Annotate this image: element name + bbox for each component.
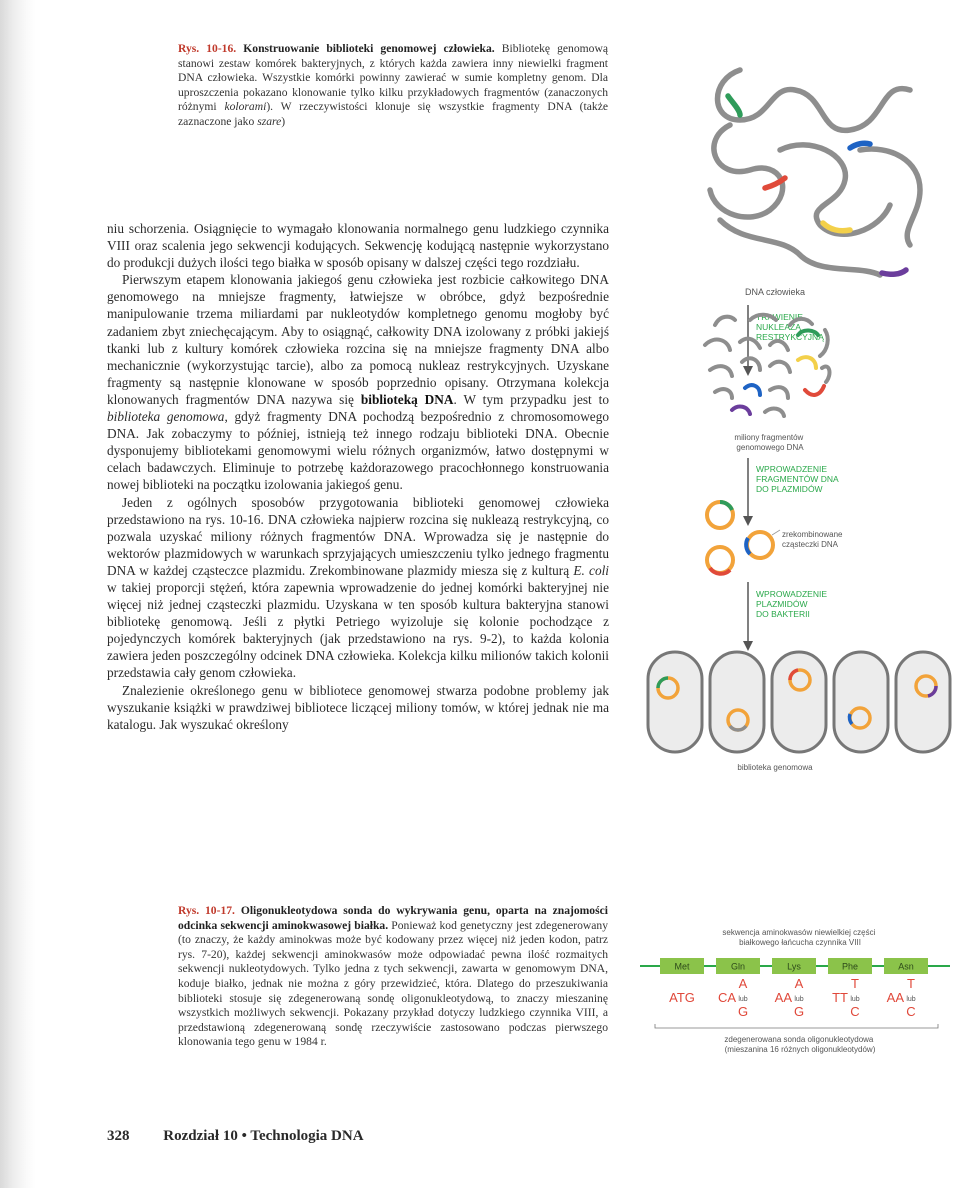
chapter-title: Technologia DNA (250, 1128, 364, 1144)
codon-alt-top: T (851, 976, 859, 991)
paragraph-text: w takiej proporcji stężeń, która zapewnia wprowadzenie do jednej komórki bakteryjnej nie więcej niż jednej cząsteczki plazmidu. Uzyskana w ten sposób kultura bakteryjna stanowi bibliotekę genomową. Jeśli z płytki Petriego wyizoluje się kolonie pochodzące z pojedynczych komórek bakteryjnych (jak przedstawiono na rys. 9-2), to każda kolonia zawiera jeden poszczególny odcinek DNA człowieka. Kolekcja kilku milionów takich kolonii przedstawia cały genom człowieka. (107, 579, 609, 681)
amino-acid-label: Met (674, 961, 690, 972)
step1-line: RESTRYKCYJNĄ (756, 332, 824, 342)
amino-acid-label: Lys (787, 961, 801, 972)
step2-line: WPROWADZENIE (756, 464, 827, 474)
step3-line: DO BAKTERII (756, 609, 810, 619)
caption-text: ). W rzeczywistości klonuje się wszystkie fragmenty DNA (także zaznaczone jako (178, 100, 608, 128)
caption-italic: kolorami (224, 100, 267, 114)
paragraph: niu schorzenia. Osiągnięcie to wymagało klonowania normalnego genu ludzkiego czynnika VIII oraz scalenia jego sekwencji kodujących. Sekwencję kodującą następnie wykorzystano do produkcji dużych ilości tego białka w sposób opisany w dalszej części tego rozdziału. (107, 221, 609, 271)
chapter-label: Rozdział 10 (163, 1128, 238, 1144)
paragraph-text: , gdyż fragmenty DNA pochodzą bezpośrednio z chromosomowego DNA. Jak zobaczymy to później, istnieją też innego rodzaju biblioteki DNA. Obecnie dysponujemy bibliotekami genomowymi wielu różnych organizmów, łatwo dostępnymi w celach badawczych. Eliminuje to potrzebę każdorazowego pracochłonnego konstruowania nowej biblioteki na początku izolowania jakiegoś genu. (107, 409, 609, 493)
arrow-head (743, 641, 753, 651)
caption-italic: szare (257, 114, 282, 128)
leader-line (772, 530, 780, 535)
label-line: zdegenerowana sonda oligonukleotydowa (724, 1035, 874, 1044)
amino-acid-label: Phe (841, 961, 859, 972)
figure-caption-10-16 (178, 42, 608, 130)
paragraph: Znalezienie określonego genu w bibliotece genomowej stwarza podobne problemy jak wyszukanie książki w prawdziwej bibliotece liczącej miliony tomów, w której jednak nie ma katalogu. Jak wyszukać określony (107, 682, 609, 732)
page-number: 328 (107, 1128, 130, 1144)
page-footer (107, 1128, 364, 1145)
recombinant-plasmids (707, 502, 773, 574)
label-recombinant (782, 530, 845, 549)
caption-title: Konstruowanie biblioteki genomowej człowieka. (243, 42, 495, 55)
label-amino-sequence (722, 928, 877, 947)
step3-label (756, 589, 829, 619)
caption-number: Rys. 10-16. (178, 42, 237, 55)
label-line: miliony fragmentów (734, 433, 804, 442)
label-line: zrekombinowane (782, 530, 843, 539)
step2-label (756, 464, 841, 494)
step3-line: PLAZMIDÓW (756, 599, 808, 609)
arrow-head (743, 516, 753, 526)
body-text (107, 220, 609, 733)
label-line: genomowego DNA (736, 443, 804, 452)
term-e-coli: E. coli (573, 562, 609, 578)
label-line: białkowego łańcucha czynnika VIII (739, 938, 861, 947)
codon-gln: CA (717, 990, 736, 1005)
step3-line: WPROWADZENIE (756, 589, 827, 599)
label-line: sekwencja aminokwasów niewielkiej części (722, 928, 876, 937)
paragraph (107, 494, 609, 682)
codon-alt-bottom: C (850, 1004, 860, 1019)
bacterium-cell (834, 652, 888, 752)
codon-alt-bottom: G (737, 1004, 749, 1019)
figure-caption-10-17 (178, 904, 608, 1050)
amino-acid-label: Asn (898, 961, 914, 972)
codon-alt-bottom: C (906, 1004, 916, 1019)
human-dna-illustration (710, 70, 920, 275)
caption-text: Ponieważ kod genetyczny jest zdegenerowany (to znaczy, że każdy aminokwas może być kodowany przez więcej niż jeden kodon, patrz rys. 7-20), każdej sekwencji aminokwasów może odpowiadać pewna ilość rozmaitych sekwencji nukleotydowych. Tylko jedna z tych sekwencji, zawarta w genomowym DNA, koduje białko, jednak nie można z góry przewidzieć, która. Dlatego do przeszukiwania biblioteki stosuje się zdegenerowaną sondę oligonukleotydową, to znaczy mieszaninę wszystkich możliwych sekwencji. Pokazany przykład dotyczy ludzkiego czynnika VIII, a przedstawioną zdegenerowaną sondę rzeczywiście zastosowano podczas pierwszego klonowania tego genu w 1984 r. (178, 918, 608, 1049)
codon-met: ATG (669, 990, 695, 1005)
probe-bracket (655, 1024, 938, 1028)
paragraph (107, 271, 609, 493)
amino-acid-chain (640, 958, 950, 974)
codon-phe: TT (832, 990, 848, 1005)
caption-text: ) (281, 114, 286, 128)
page-edge-shadow (0, 0, 36, 1188)
arrow-head (743, 366, 753, 376)
codon-lys: AA (774, 990, 792, 1005)
caption-number: Rys. 10-17. (178, 904, 235, 917)
codon-alt-top: A (794, 976, 804, 991)
bacterium-cell (648, 652, 702, 752)
codon-or: lub (794, 996, 804, 1003)
amino-acid-label: Gln (730, 961, 746, 972)
codon-or: lub (738, 996, 748, 1003)
step1-line: NUKLEAZĄ (756, 322, 801, 332)
bacterium-cell (772, 652, 826, 752)
codon-or: lub (906, 996, 916, 1003)
codon-alt-top: A (738, 976, 748, 991)
label-human-dna: DNA człowieka (744, 287, 806, 297)
figure-diagram (620, 30, 960, 1130)
codon-asn: AA (886, 990, 904, 1005)
bacterium-cell (710, 652, 764, 752)
degenerate-codons (669, 976, 916, 1019)
paragraph-text: Pierwszym etapem klonowania jakiegoś genu człowieka jest rozbicie całkowitego DNA genomowego na mniejsze fragmenty, łatwiejsze w obróbce, gdyż bezpośrednie manipulowanie trzema miliardami par nukleotydów kompletnego genomu mogłoby być zadaniem zbyt zniechęcającym. Aby to osiągnąć, całkowity DNA izolowany z próbki jakiejś tkanki lub z kultury komórek człowieka rozcina się na mniejsze fragmenty DNA albo mechanicznie (wykorzystując tarcie), albo za pomocą nukleaz restrykcyjnych. Uzyskane fragmenty są następnie klonowane w sposób poprzednio opisany. Otrzymana kolekcja klonowanych fragmentów DNA nazywa się (107, 272, 609, 407)
step1-line: TRAWIENIE (756, 312, 803, 322)
separator: • (241, 1128, 247, 1144)
term-genomic-library: biblioteka genomowa (107, 409, 225, 425)
codon-alt-top: T (907, 976, 915, 991)
paragraph-text: . W tym przypadku jest to (453, 391, 609, 407)
paragraph-text: Jeden z ogólnych sposobów przygotowania biblioteki genomowej człowieka przedstawiono na rys. 10-16. DNA człowieka najpierw rozcina się nukleazą restrykcyjną, co pozwala uzyskać miliony różnych fragmentów DNA. Wprowadza się je następnie do wektorów plazmidowych w warunkach sprzyjających umieszczeniu tylko jednego fragmentu DNA w każdej cząsteczce plazmidu. Zrekombinowane plazmidy miesza się z kulturą (107, 494, 609, 578)
label-degenerate-probe (724, 1035, 875, 1054)
genomic-library-bacteria (648, 652, 950, 752)
bacterium-cell (896, 652, 950, 752)
label-line: cząsteczki DNA (782, 540, 839, 549)
codon-or: lub (850, 996, 860, 1003)
label-line: (mieszanina 16 różnych oligonukleotydów) (724, 1045, 876, 1054)
term-dna-library: biblioteką DNA (360, 391, 454, 407)
label-fragments (734, 433, 805, 452)
step2-line: FRAGMENTÓW DNA (756, 474, 839, 484)
label-genomic-library: biblioteka genomowa (737, 763, 813, 772)
step2-line: DO PLAZMIDÓW (756, 484, 823, 494)
caption-text: Bibliotekę genomową stanowi zestaw komórek bakteryjnych, z których każda zawiera inny niewielki fragment DNA człowieka. Wszystkie komórki powinny zawierać w sumie kompletny genom. Dla uproszczenia pokazano klonowanie tylko kilku przykładowych fragmentów (zanaczonych różnymi (178, 42, 608, 114)
codon-alt-bottom: G (793, 1004, 805, 1019)
caption-title: Oligonukleotydowa sonda do wykrywania genu, oparta na znajomości odcinka sekwencji aminokwasowej białka. (178, 904, 608, 932)
